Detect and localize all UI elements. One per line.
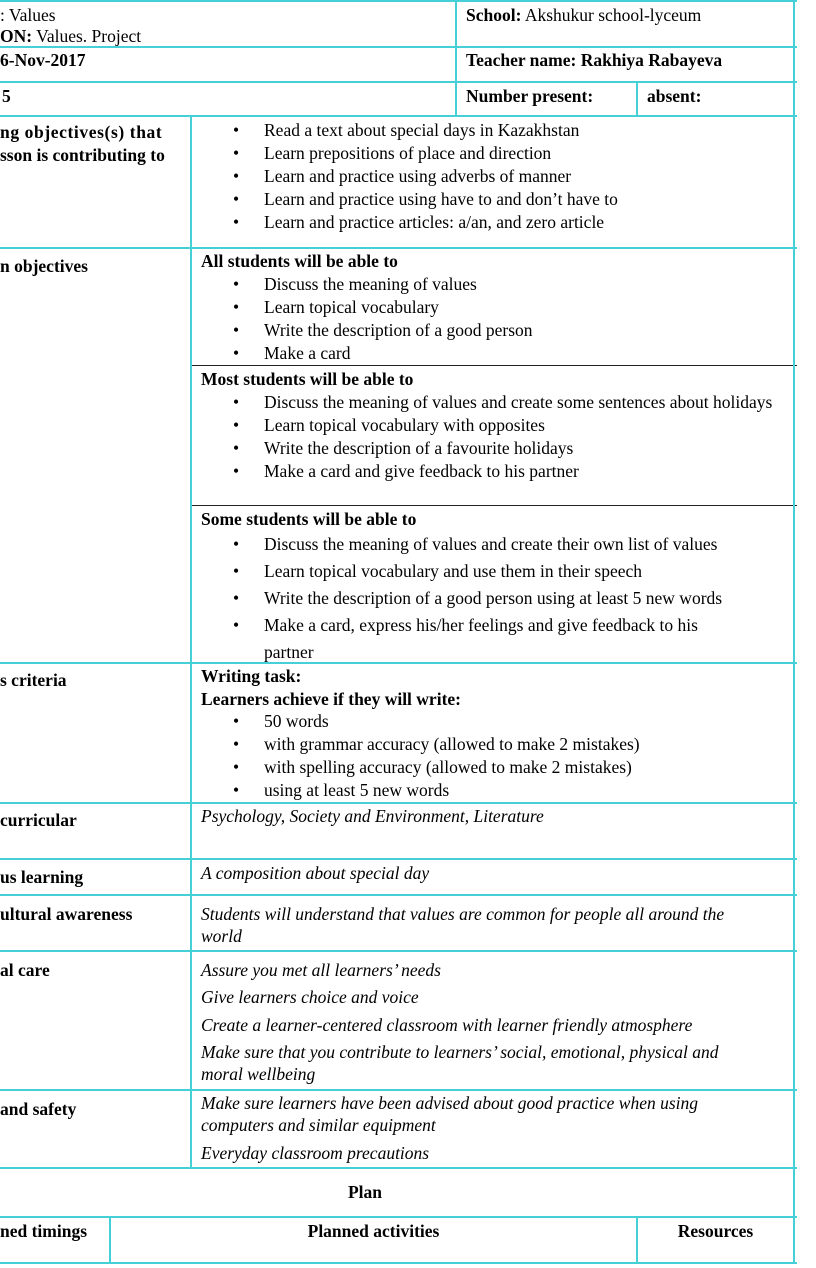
list-item: • Learn topical vocabulary with opposites	[201, 414, 787, 437]
health-safety-line: computers and similar equipment	[201, 1115, 436, 1135]
lesson-value: Values. Project	[32, 26, 142, 46]
row-line	[0, 802, 797, 804]
grade: 5	[2, 86, 11, 106]
resources-header: Resources	[677, 1221, 754, 1241]
list-item: • using at least 5 new words	[201, 779, 787, 802]
list-item: • Discuss the meaning of values	[201, 273, 787, 296]
teacher-name: Teacher name: Rakhiya Rabayeva	[466, 50, 723, 70]
most-students-list	[201, 391, 787, 483]
learning-objectives-label: ng objectives(s) that	[0, 122, 163, 142]
list-item: • Make a card	[201, 342, 787, 365]
previous-learning-value: A composition about special day	[201, 863, 430, 883]
list-item: • Make a card, express his/her feelings and give feedback to his partner	[201, 612, 787, 666]
intercultural-value: Students will understand that values are common for people all around the	[201, 904, 725, 924]
school	[466, 4, 701, 27]
list-item: • Write the description of a favourite holidays	[201, 437, 787, 460]
learners-achieve-heading: Learners achieve if they will write:	[201, 689, 461, 709]
pastoral-care-line: Make sure that you contribute to learners’ social, emotional, physical and	[201, 1042, 719, 1062]
unit-title: : Values	[0, 5, 56, 25]
health-safety-line: Everyday classroom precautions	[201, 1143, 430, 1163]
planned-activities-header: Planned activities	[307, 1221, 440, 1241]
all-students-list	[201, 273, 787, 365]
row-line	[0, 1167, 797, 1169]
list-item: • Read a text about special days in Kazakhstan	[201, 119, 787, 142]
list-item: • Discuss the meaning of values and create their own list of values	[201, 531, 787, 558]
date: 6-Nov-2017	[0, 50, 86, 70]
list-item: • Write the description of a good person	[201, 319, 787, 342]
cross-curricular-label: curricular	[0, 810, 77, 830]
col-line	[190, 115, 192, 1169]
lesson-label: ON:	[0, 26, 33, 46]
pastoral-care-line: Give learners choice and voice	[201, 987, 419, 1007]
row-line	[0, 950, 797, 952]
learning-objectives-list	[201, 119, 787, 234]
intercultural-value: world	[201, 926, 242, 946]
col-line	[636, 81, 638, 117]
subrow-line	[192, 365, 797, 366]
row-line	[0, 1089, 797, 1091]
pastoral-care-line: Create a learner-centered classroom with learner friendly atmosphere	[201, 1015, 693, 1035]
some-students-heading: Some students will be able to	[201, 509, 417, 529]
pastoral-care-line: Assure you met all learners’ needs	[201, 960, 441, 980]
school-label: School:	[466, 5, 522, 25]
success-criteria-label: s criteria	[0, 670, 67, 690]
pastoral-care-label: al care	[0, 960, 50, 980]
row-line	[0, 1216, 797, 1218]
list-item: • Write the description of a good person using at least 5 new words	[201, 585, 787, 612]
all-students-heading: All students will be able to	[201, 251, 398, 271]
col-line	[455, 0, 457, 117]
list-item: • 50 words	[201, 710, 787, 733]
lesson-objectives-label: n objectives	[0, 256, 88, 276]
most-students-heading: Most students will be able to	[201, 369, 414, 389]
list-item: • Learn and practice using have to and don’t have to	[201, 188, 787, 211]
border-top	[0, 0, 797, 2]
row-line	[0, 81, 797, 83]
list-item: • with spelling accuracy (allowed to make 2 mistakes)	[201, 756, 787, 779]
health-safety-label: and safety	[0, 1099, 77, 1119]
school-value: Akshukur school-lyceum	[521, 5, 702, 25]
cross-curricular-value: Psychology, Society and Environment, Literature	[201, 806, 544, 826]
health-safety-line: Make sure learners have been advised about good practice when using	[201, 1093, 699, 1113]
learning-objectives-label: sson is contributing to	[0, 145, 165, 165]
row-line	[0, 115, 797, 117]
previous-learning-label: us learning	[0, 867, 84, 887]
border-bottom	[0, 1262, 797, 1264]
list-item: • Learn and practice articles: a/an, and zero article	[201, 211, 787, 234]
pastoral-care-line: moral wellbeing	[201, 1064, 316, 1084]
planned-timings-header: ned timings	[0, 1221, 88, 1241]
success-criteria-list	[201, 710, 787, 802]
subrow-line	[192, 505, 797, 506]
list-item: • Make a card and give feedback to his partner	[201, 460, 787, 483]
row-line	[0, 894, 797, 896]
list-item: • Learn topical vocabulary	[201, 296, 787, 319]
list-item: • Learn and practice using adverbs of manner	[201, 165, 787, 188]
absent: absent:	[647, 86, 702, 106]
list-item: • with grammar accuracy (allowed to make 2 mistakes)	[201, 733, 787, 756]
list-item: • Learn prepositions of place and direction	[201, 142, 787, 165]
list-item: • Learn topical vocabulary and use them in their speech	[201, 558, 787, 585]
row-line	[0, 247, 797, 249]
list-item: • Discuss the meaning of values and create some sentences about holidays	[201, 391, 787, 414]
plan-title: Plan	[347, 1182, 383, 1202]
some-students-list	[201, 531, 787, 666]
number-present: Number present:	[466, 86, 594, 106]
writing-task-heading: Writing task:	[201, 666, 302, 686]
row-line	[0, 858, 797, 860]
lesson-title	[0, 25, 141, 48]
border-right	[793, 0, 795, 1264]
intercultural-label: ultural awareness	[0, 904, 133, 924]
